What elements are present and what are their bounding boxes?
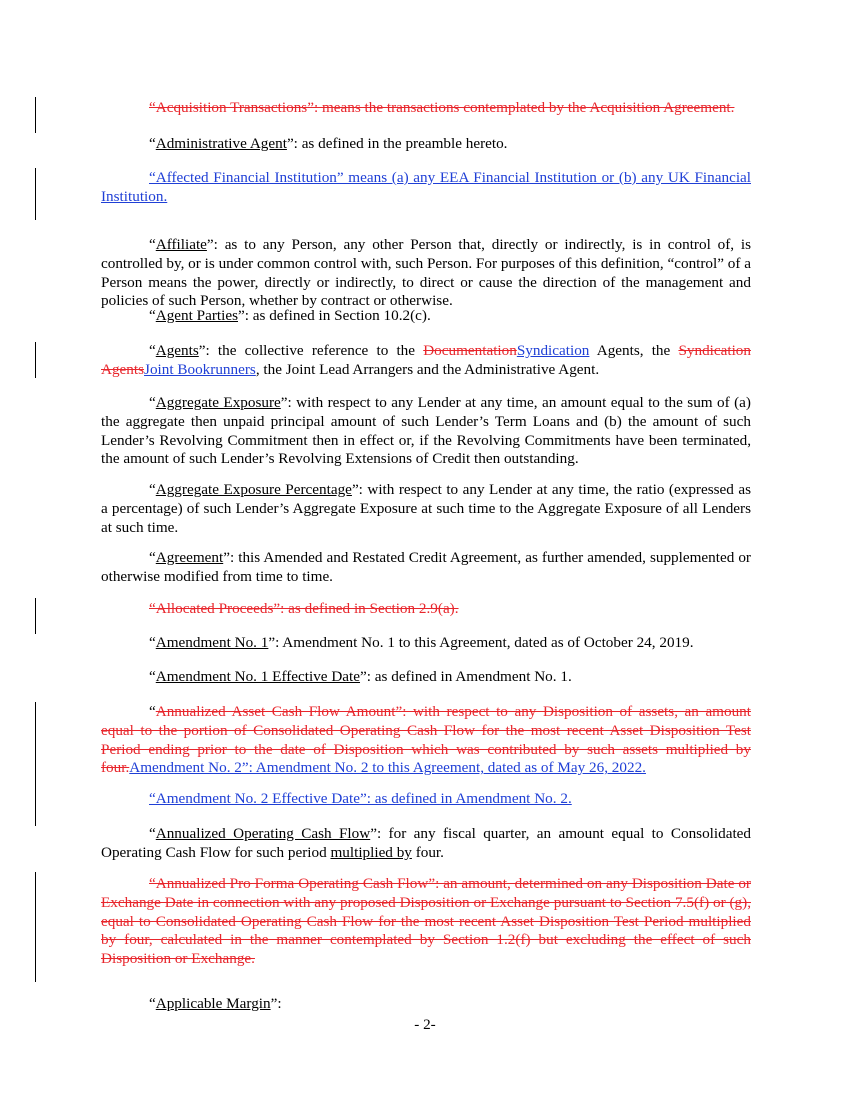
- definition-agent-parties: [101, 307, 751, 326]
- change-bar: [35, 342, 36, 378]
- definition-annualized-operating-cash-flow: [101, 825, 751, 863]
- text-run: “: [149, 342, 156, 359]
- text-run: ”: with respect to any Lender at any time, the ratio (expressed as a percentage) of such Lender’s Aggregate Exposure at such time to the Aggregate Exposure of all Lenders at such time.: [101, 481, 751, 536]
- text-run: , the Joint Lead Arrangers and the Administrative Agent.: [255, 360, 600, 378]
- text-run: Agents, the: [589, 342, 679, 359]
- defined-term: Affiliate: [155, 236, 207, 253]
- text-run: “: [149, 634, 156, 651]
- definition-aggregate-exposure-percentage: [101, 481, 751, 537]
- change-bar: [35, 872, 36, 982]
- deleted-text: Syndication Agents: [101, 342, 751, 378]
- change-bar: [35, 97, 36, 133]
- defined-term: Annualized Operating Cash Flow: [155, 825, 371, 842]
- inserted-text: Joint Bookrunners: [144, 360, 256, 378]
- definition-amendment-no-1-effective-date: [101, 668, 751, 687]
- definition-allocated-proceeds: [101, 600, 751, 619]
- defined-term: Amendment No. 1 Effective Date: [155, 668, 361, 685]
- defined-term: Agreement: [155, 549, 224, 566]
- change-bar: [35, 598, 36, 634]
- definition-amendment-no-1: [101, 634, 751, 653]
- deleted-text: “Annualized Pro Forma Operating Cash Flow”: an amount, determined on any Disposition Date or Exchange Date in connection with any proposed Disposition or Exchange pursuant to Section 7.5(f) or (g), equal to Consolidated Operating Cash Flow for the most recent Asset Disposition Test Period multiplied by four, calculated in the manner contemplated by Section 1.2(f) but excluding the effect of such Disposition or Exchange.: [101, 875, 751, 968]
- text-run: ”: as defined in Amendment No. 1.: [360, 668, 572, 685]
- defined-term: Aggregate Exposure: [155, 394, 281, 411]
- text-run: ”:: [270, 995, 282, 1012]
- deleted-text: “Acquisition Transactions”: means the transactions contemplated by the Acquisition Agreement.: [149, 99, 735, 116]
- definition-applicable-margin: [101, 995, 751, 1014]
- definition-annualized-asset-cash-flow-amount: [101, 703, 751, 778]
- text-run: ”: Amendment No. 1 to this Agreement, dated as of October 24, 2019.: [268, 634, 694, 651]
- text-run: ”: with respect to any Lender at any time, an amount equal to the sum of (a) the aggregate then unpaid principal amount of such Lender’s Term Loans and (b) the amount of such Lender’s Revolving Commitment then in effect or, if the Revolving Commitments have been terminated, the amount of such Lender’s Revolving Extensions of Credit then outstanding.: [101, 394, 751, 468]
- defined-term: Agents: [155, 342, 199, 359]
- text-run: ”: as defined in Section 10.2(c).: [238, 307, 431, 324]
- text-run: ”: as defined in the preamble hereto.: [286, 135, 508, 152]
- text-run: “: [149, 668, 156, 685]
- definition-affected-financial-institution: [101, 169, 751, 207]
- definition-administrative-agent: [101, 135, 751, 154]
- definition-annualized-pro-forma-operating-cash-flow: [101, 875, 751, 969]
- deleted-text: Documentation: [423, 342, 517, 359]
- text-run: “: [149, 825, 156, 842]
- change-bar: [35, 702, 36, 826]
- defined-term: Agent Parties: [155, 307, 238, 324]
- defined-term: Administrative Agent: [155, 135, 287, 152]
- definition-acquisition-transactions: [101, 99, 751, 118]
- definition-amendment-no-2-effective-date: [101, 790, 751, 809]
- defined-term: Applicable Margin: [155, 995, 271, 1012]
- definition-affiliate: [101, 236, 751, 311]
- inserted-text: Syndication: [516, 342, 590, 359]
- text-run: ”: the collective reference to the: [198, 342, 424, 359]
- definition-aggregate-exposure: [101, 394, 751, 469]
- inserted-text: “Affected Financial Institution” means (a) any EEA Financial Institution or (b) any UK Financial Institution.: [101, 169, 751, 205]
- definition-agreement: [101, 549, 751, 587]
- defined-term: Aggregate Exposure Percentage: [155, 481, 352, 498]
- inserted-text: “Amendment No. 2 Effective Date”: as defined in Amendment No. 2.: [149, 790, 572, 807]
- deleted-text: Annualized Asset Cash Flow Amount”: with respect to any Disposition of assets, an amount equal to the portion of Consolidated Operating Cash Flow for the most recent Asset Disposition Test Period ending prior to the date of Disposition which was contributed by such assets multiplied by four.: [101, 703, 751, 777]
- page-number: - 2-: [414, 1016, 436, 1033]
- change-bar: [35, 168, 36, 220]
- text-run: “: [149, 394, 156, 411]
- text-run: ”: as to any Person, any other Person that, directly or indirectly, is in control of, is controlled by, or is under common control with, such Person. For purposes of this definition, “control” of a Person means the power, directly or indirectly, to direct or cause the direction of the management and policies of such Person, whether by contract or otherwise.: [101, 236, 751, 310]
- text-run: ”: for any fiscal quarter, an amount equal to Consolidated Operating Cash Flow for such period: [101, 825, 752, 861]
- text-run: “: [149, 549, 156, 566]
- underlined-text: multiplied by: [330, 843, 412, 861]
- text-run: “: [149, 236, 156, 253]
- defined-term: Amendment No. 1: [155, 634, 269, 651]
- inserted-text: Amendment No. 2”: Amendment No. 2 to this Agreement, dated as of May 26, 2022.: [129, 759, 646, 777]
- text-run: “: [149, 481, 156, 498]
- text-run: “: [149, 135, 156, 152]
- text-run: “: [149, 703, 156, 720]
- text-run: “: [149, 995, 156, 1012]
- text-run: ”: this Amended and Restated Credit Agreement, as further amended, supplemented or otherwise modified from time to time.: [101, 549, 751, 585]
- deleted-text: “Allocated Proceeds”: as defined in Section 2.9(a).: [149, 600, 459, 617]
- text-run: “: [149, 307, 156, 324]
- text-run: four.: [411, 843, 444, 861]
- definition-agents: [101, 342, 751, 380]
